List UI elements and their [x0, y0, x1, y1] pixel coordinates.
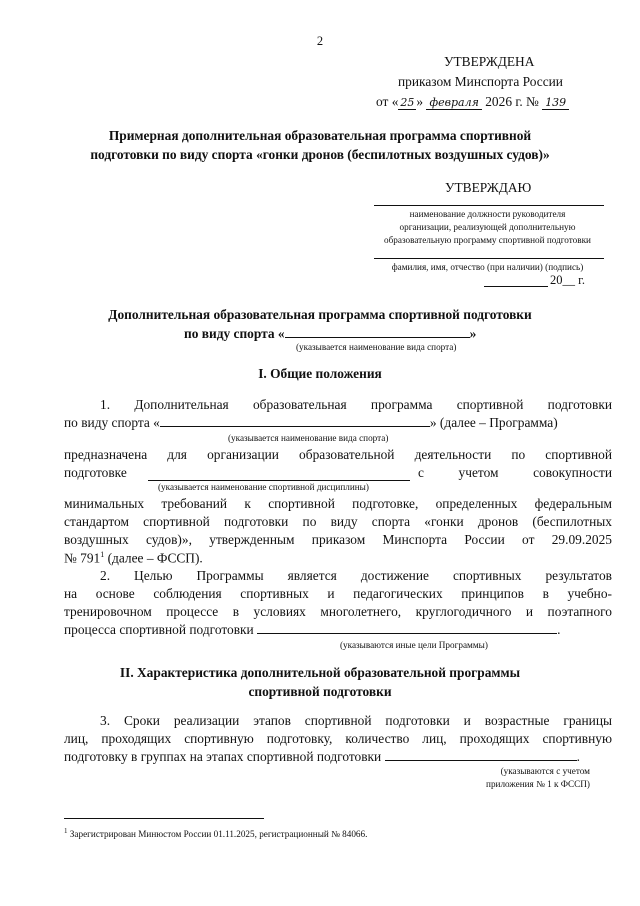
p2-line1: 2. Целью Программы является достижение спортивных результатов: [100, 568, 612, 583]
p1-line1: 1. Дополнительная образовательная программа спортивной подготовки: [100, 397, 612, 412]
doc-title-line2: подготовки по виду спорта «гонки дронов (беспилотных воздушных судов)»: [90, 147, 550, 162]
footnote: $^1$ Зарегистрирован Минюстом России 01.11.2025, регистрационный № 84066.: [64, 827, 368, 840]
approve-date-suffix: 20__ г.: [550, 273, 585, 287]
discipline-line: [148, 480, 410, 481]
position-line: [374, 205, 604, 206]
page-number: 2: [316, 34, 324, 48]
p1-line3: предназначена для организации образовательной деятельности по спортивной: [64, 447, 612, 462]
p3-line3: подготовку в группах на этапах спортивной подготовки .: [64, 749, 580, 764]
approval-title: УТВЕРЖДЕНА: [444, 54, 535, 69]
approve-caption-1: наименование должности руководителя: [409, 209, 566, 219]
section2-heading-line2: спортивной подготовки: [248, 684, 392, 699]
footnote-ref: 1: [100, 550, 105, 559]
program-title-line2: по виду спорта « »: [184, 326, 477, 341]
section1-heading: I. Общие положения: [258, 366, 382, 381]
handwritten-number: 139: [542, 96, 569, 110]
p1-line4-a: подготовке: [64, 465, 127, 480]
p2-caption-goals: (указываются иные цели Программы): [340, 640, 488, 650]
date-line: [484, 286, 548, 287]
approve-caption-4: фамилия, имя, отчество (при наличии) (подпись): [391, 262, 584, 272]
p1-line5: минимальных требований к спортивной подготовке, определенных федеральным: [64, 496, 612, 511]
handwritten-month: февраля: [426, 96, 481, 110]
approval-date-line: от « 25 » февраля 2026 г. № 139: [376, 94, 569, 110]
p3-line2: лиц, проходящих спортивную подготовку, количество лиц, проходящих спортивную: [64, 731, 612, 746]
approval-order-line: приказом Минспорта России: [398, 74, 563, 89]
handwritten-day: 25: [400, 96, 415, 109]
footnote-separator: [64, 818, 264, 819]
program-title-caption: (указывается наименование вида спорта): [296, 342, 457, 352]
p1-line4-b: с учетом совокупности: [418, 465, 612, 480]
p3-caption-2: приложения № 1 к ФССП): [486, 779, 590, 789]
p1-caption-discipline: (указывается наименование спортивной дисциплины): [158, 482, 369, 492]
signature-line: [374, 258, 604, 259]
approve-heading: УТВЕРЖДАЮ: [445, 180, 532, 195]
p1-caption-sport: (указывается наименование вида спорта): [228, 433, 389, 443]
p2-line4: процесса спортивной подготовки .: [64, 622, 561, 637]
p3-line1: 3. Сроки реализации этапов спортивной подготовки и возрастные границы: [100, 713, 612, 728]
p1-line2: по виду спорта « » (далее – Программа): [64, 415, 558, 430]
program-title-line1: Дополнительная образовательная программа спортивной подготовки: [108, 307, 532, 322]
approve-caption-3: образовательную программу спортивной подготовки: [384, 235, 591, 245]
p1-line8: № $791^1$ (далее – ФССП).: [64, 550, 203, 566]
p2-line2: на основе соблюдения спортивных и педагогических принципов в учебно-: [64, 586, 612, 601]
p2-line3: тренировочном процессе в условиях многолетнего, круглогодичного и поэтапного: [64, 604, 612, 619]
p1-line7: воздушных судов)», утвержденным приказом Минспорта России от 29.09.2025: [64, 532, 612, 547]
doc-title-line1: Примерная дополнительная образовательная программа спортивной: [108, 128, 532, 143]
p3-caption-1: (указываются с учетом: [500, 766, 590, 776]
p1-line6: стандартом спортивной подготовки по виду спорта «гонки дронов (беспилотных: [64, 514, 612, 529]
section2-heading-line1: II. Характеристика дополнительной образовательной программы: [119, 665, 521, 680]
approve-caption-2: организации, реализующей дополнительную: [399, 222, 576, 232]
